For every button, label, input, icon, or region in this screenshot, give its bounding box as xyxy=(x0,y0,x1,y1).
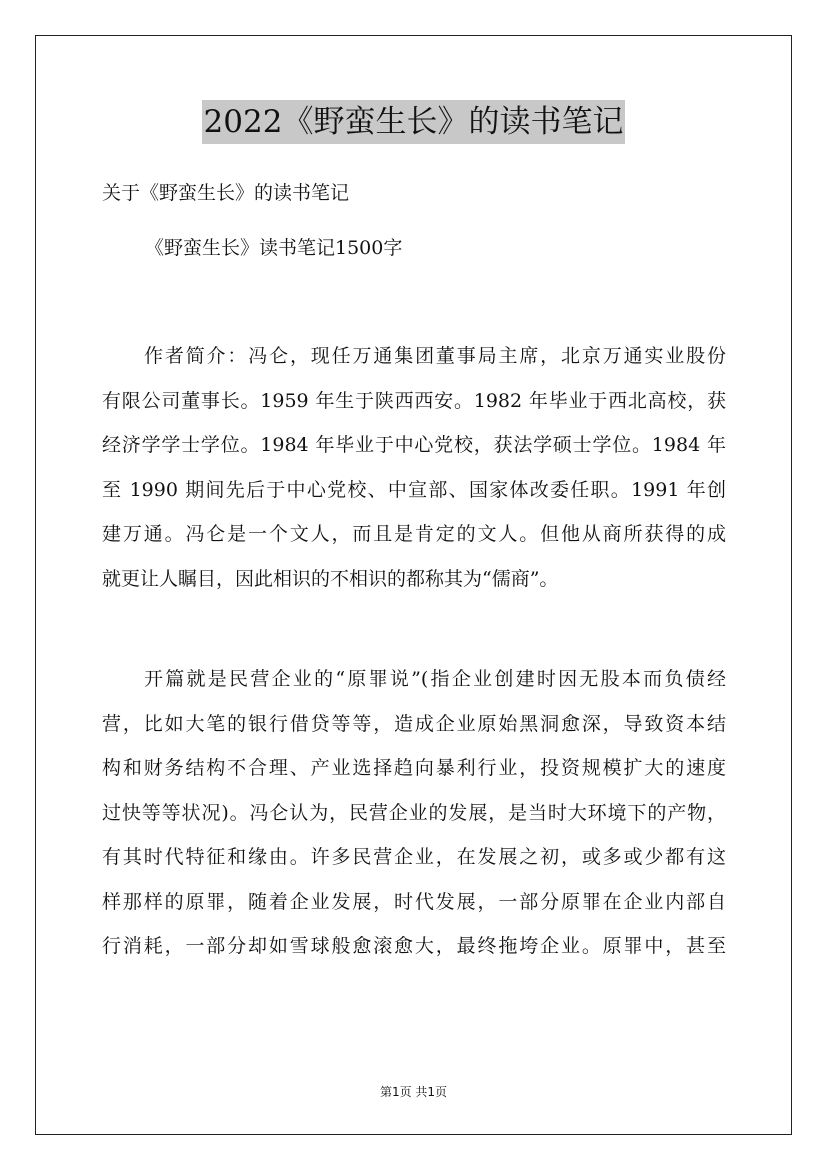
paragraph-line: 经济学学士学位。1984 年毕业于中心党校，获法学硕士学位。1984 年 xyxy=(102,434,726,456)
document-title: 2022《野蛮生长》的读书笔记 xyxy=(202,100,626,144)
paragraph-line: 有其时代特征和缘由。许多民营企业，在发展之初，或多或少都有这 xyxy=(102,846,726,868)
paragraph-line: 就更让人瞩目，因此相识的不相识的都称其为“儒商”。 xyxy=(102,567,559,590)
paragraph-author-intro xyxy=(102,343,726,610)
paragraph-line: 建万通。冯仑是一个文人，而且是肯定的文人。但他从商所获得的成 xyxy=(102,523,726,545)
paragraph-line: 营，比如大笔的银行借贷等等，造成企业原始黑洞愈深，导致资本结 xyxy=(102,712,726,735)
paragraph-line: 行消耗，一部分却如雪球般愈滚愈大，最终拖垮企业。原罪中，甚至 xyxy=(102,935,726,957)
title-container xyxy=(0,100,827,144)
paragraph-line: 过快等等状况)。冯仑认为，民营企业的发展，是当时大环境下的产物， xyxy=(102,801,726,824)
page-footer: 第1页 共1页 xyxy=(379,1085,448,1099)
paragraph-line: 作者简介：冯仑，现任万通集团董事局主席，北京万通实业股份 xyxy=(144,345,726,367)
paragraph-line: 样那样的原罪，随着企业发展，时代发展，一部分原罪在企业内部自 xyxy=(102,890,726,913)
paragraph-line: 至 1990 期间先后于中心党校、中宣部、国家体改委任职。1991 年创 xyxy=(102,478,726,501)
paragraph-original-sin xyxy=(102,666,726,978)
paragraph-line: 开篇就是民营企业的“原罪说”(指企业创建时因无股本而负债经 xyxy=(144,668,726,690)
document-subheading: 《野蛮生长》读书笔记1500字 xyxy=(145,237,403,259)
paragraph-line: 有限公司董事长。1959 年生于陕西西安。1982 年毕业于西北高校，获 xyxy=(102,389,726,412)
document-subtitle: 关于《野蛮生长》的读书笔记 xyxy=(102,182,350,204)
paragraph-line: 构和财务结构不合理、产业选择趋向暴利行业，投资规模扩大的速度 xyxy=(102,757,726,779)
